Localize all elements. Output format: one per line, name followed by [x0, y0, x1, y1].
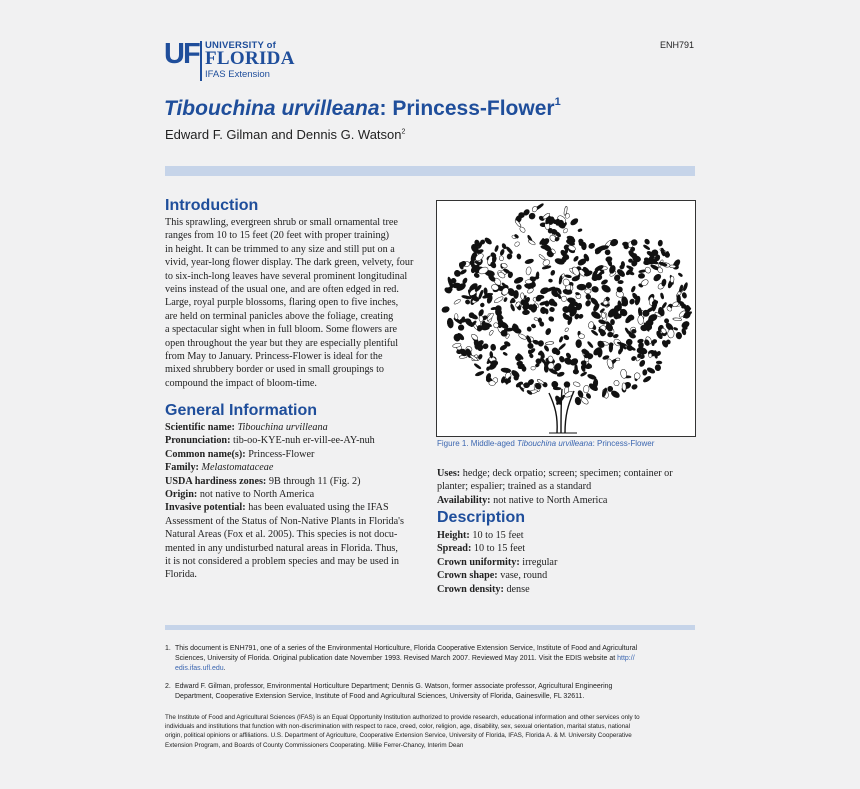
leaf-mark: [503, 352, 508, 356]
leaf-mark: [588, 242, 596, 249]
leaf-mark: [661, 279, 667, 287]
crown-density-value: dense: [506, 583, 530, 595]
leaf-mark: [458, 325, 464, 331]
intro-line: to six-inch-long leaves have several prominent longitudinal: [165, 270, 408, 282]
leaf-mark: [548, 279, 552, 283]
leaf-mark: [516, 253, 521, 259]
institution-line: individuals and institutions that function with non-discrimination with respect to race, creed, color, religion, age, disability, sex, sexual orientation, marital status, national: [165, 723, 631, 731]
leaf-mark: [505, 246, 513, 254]
document-id: ENH791: [660, 40, 695, 50]
intro-line: a spectacular sight when in full bloom. Some flowers are: [165, 324, 397, 336]
leaf-mark: [649, 353, 653, 357]
invasive-line: Florida.: [165, 569, 197, 581]
leaf-mark: [555, 350, 560, 355]
institution-line: origin, political opinions or affiliations. U.S. Department of Agriculture, Cooperative Extension Service, University of Florida, IFAS, Florida A. & M. University Cooperative: [165, 732, 632, 740]
common-name-label: Common name(s):: [165, 448, 246, 460]
leaf-mark: [548, 316, 555, 323]
invasive-potential-label: Invasive potential:: [165, 502, 246, 514]
leaf-mark: [621, 261, 625, 267]
authors: [165, 127, 405, 142]
leaf-mark: [642, 375, 651, 383]
leaf-mark: [464, 299, 470, 305]
leaf-mark: [661, 302, 667, 309]
institution-statement: [165, 713, 695, 750]
leaf-mark: [565, 274, 572, 278]
uf-ifas-logo: [164, 38, 304, 82]
leaf-mark: [564, 327, 569, 332]
leaf-mark: [574, 397, 581, 406]
leaf-mark: [454, 313, 458, 319]
family-value: Melastomataceae: [201, 462, 274, 474]
crown-density-label: Crown density:: [437, 583, 504, 595]
leaf-mark: [557, 371, 565, 377]
leaf-mark: [488, 330, 494, 336]
footnote-2: [165, 682, 705, 704]
leaf-mark: [578, 228, 583, 232]
spread-value: 10 to 15 feet: [473, 543, 526, 555]
leaf-mark: [629, 298, 636, 305]
leaf-mark: [580, 371, 587, 377]
leaf-mark: [525, 266, 531, 275]
crown-uniformity-value: irregular: [522, 556, 558, 568]
leaf-mark: [681, 320, 691, 329]
footnote-1-end: .: [223, 665, 226, 672]
leaf-mark: [569, 357, 579, 367]
leaf-mark: [531, 323, 537, 328]
author-names: Edward F. Gilman and Dennis G. Watson: [165, 127, 402, 142]
footnote-2-number: 2.: [165, 683, 171, 690]
spread-row: [437, 542, 557, 555]
footnote-2-line: Department, Cooperative Extension Service, Institute of Food and Agricultural Sciences, University of Florida, Gainesville, FL 32611.: [175, 693, 585, 700]
caption-species: Tibouchina urvilleana: [517, 439, 593, 448]
intro-line: Large, royal purple blossoms, flaring open to five inches,: [165, 297, 399, 309]
leaf-mark: [578, 333, 585, 339]
leaf-mark: [525, 258, 535, 264]
leaf-mark: [559, 336, 564, 343]
leaf-mark: [573, 369, 579, 374]
leaf-mark: [600, 283, 611, 293]
leaf-mark: [459, 269, 467, 276]
crown-uniformity-label: Crown uniformity:: [437, 556, 520, 568]
leaf-mark: [520, 293, 524, 300]
leaf-mark: [499, 255, 504, 261]
leaf-mark: [643, 244, 651, 250]
leaf-mark: [591, 285, 599, 293]
leaf-mark: [543, 345, 549, 352]
leaf-mark: [678, 272, 683, 277]
leaf-mark: [503, 379, 511, 384]
leaf-mark: [573, 255, 580, 262]
leaf-mark: [549, 307, 554, 312]
leaf-mark: [573, 381, 581, 387]
leaf-mark: [514, 375, 519, 380]
intro-line: from May to January. Princess-Flower is ideal for the: [165, 351, 383, 363]
leaf-mark: [609, 343, 613, 353]
leaf-mark: [563, 380, 571, 388]
leaf-mark: [607, 386, 613, 392]
leaf-mark: [500, 249, 505, 256]
leaf-mark: [631, 329, 636, 334]
uses-value: hedge; deck orpatio; screen; specimen; container or: [462, 468, 673, 479]
general-information-heading: General Information: [165, 402, 318, 419]
leaf-mark: [518, 333, 527, 341]
header-divider-bar: [165, 166, 695, 176]
leaf-mark: [576, 339, 582, 347]
leaf-mark: [513, 290, 518, 298]
invasive-potential-row: [165, 501, 404, 514]
leaf-mark: [501, 367, 512, 373]
leaf-mark: [638, 273, 645, 278]
invasive-line: has been evaluated using the IFAS: [248, 502, 389, 514]
leaf-mark: [479, 316, 484, 322]
edis-link-part[interactable]: http://: [617, 655, 635, 662]
intro-line: are held on terminal panicles above the foliage, creating: [165, 310, 394, 322]
leaf-mark: [606, 358, 614, 368]
leaf-mark: [595, 247, 604, 253]
leaf-mark: [682, 292, 688, 299]
page-title: [164, 97, 561, 121]
leaf-mark: [545, 301, 549, 307]
introduction-text: [165, 216, 413, 390]
leaf-mark: [644, 266, 651, 274]
caption-prefix: Figure 1. Middle-aged: [437, 439, 518, 448]
leaf-mark: [490, 344, 496, 351]
title-species: Tibouchina urvilleana: [164, 97, 380, 120]
leaf-mark: [634, 372, 641, 379]
leaf-mark: [497, 312, 501, 321]
intro-line: mixed shrubbery border or used in small groupings to: [165, 364, 384, 376]
leaf-mark: [585, 300, 592, 307]
origin-value: not native to North America: [199, 489, 315, 501]
leaf-mark: [601, 279, 609, 286]
leaf-mark: [522, 366, 526, 371]
introduction-heading: Introduction: [165, 197, 259, 214]
invasive-line: it is not considered a problem species and may be used in: [165, 556, 399, 568]
uses-text: [437, 467, 673, 507]
height-row: [437, 529, 557, 542]
intro-line: compound the impact of bloom-time.: [165, 377, 317, 389]
figure-caption: [437, 439, 654, 448]
pronunciation-row: [165, 434, 404, 447]
institution-line: Extension Program, and Boards of County Commissioners Cooperating. Millie Ferrer-Chancy, Interim Dean: [165, 741, 464, 749]
leaf-mark: [581, 361, 586, 366]
leaf-mark: [514, 241, 521, 247]
leaf-mark: [631, 384, 638, 391]
leaf-mark: [660, 293, 664, 300]
leaf-mark: [475, 370, 485, 376]
leaf-mark: [655, 364, 661, 371]
availability-label: Availability:: [437, 494, 491, 506]
leaf-mark: [570, 285, 573, 290]
leaf-mark: [670, 276, 674, 283]
footnote-2-line: Edward F. Gilman, professor, Environmental Horticulture Department; Dennis G. Watson, former associate professor, Agricultural Engineering: [175, 683, 613, 690]
footnote-2-text: [175, 682, 612, 702]
usda-zones-label: USDA hardiness zones:: [165, 475, 267, 487]
leaf-mark: [654, 350, 658, 358]
leaf-mark: [652, 273, 662, 282]
leaf-mark: [647, 324, 652, 330]
leaf-mark: [684, 305, 690, 312]
leaf-mark: [609, 238, 619, 248]
leaf-mark: [540, 237, 550, 247]
leaf-mark: [538, 254, 545, 261]
leaf-mark: [638, 315, 644, 324]
leaf-mark: [513, 276, 524, 285]
leaf-mark: [501, 243, 507, 250]
footnote-1-line: This document is ENH791, one of a series of the Environmental Horticulture, Florida Cooperative Extension Service, Institute of Food and Agricultural: [175, 645, 638, 652]
leaf-mark: [622, 242, 628, 246]
leaf-mark: [538, 340, 545, 347]
leaf-mark: [441, 306, 450, 314]
title-common-name: : Princess-Flower: [379, 97, 555, 120]
leaf-mark: [644, 238, 651, 245]
leaf-mark: [510, 304, 516, 312]
invasive-line: Assessment of the Status of Non-Native Plants in Florida's: [165, 515, 404, 527]
logo-uf-mark: UF: [164, 38, 199, 70]
leaf-mark: [575, 292, 580, 295]
leaf-mark: [682, 282, 688, 291]
footnote-1-line-text: Sciences, University of Florida. Original publication date November 1993. Revised March 2007. Reviewed May 2011. Visit the EDIS website at: [175, 655, 618, 662]
footnote-1-line: [175, 664, 637, 674]
scientific-name-row: [165, 421, 404, 434]
intro-line: vivid, year-long flower display. The dark green, velvety, four: [165, 257, 414, 269]
leaf-mark: [637, 353, 642, 358]
tree-illustration-frame: [436, 200, 696, 437]
description-heading: Description: [437, 509, 526, 526]
institution-line: The Institute of Food and Agricultural Sciences (IFAS) is an Equal Opportunity Institution authorized to provide research, educational information and other services only to: [165, 714, 640, 721]
leaf-mark: [484, 237, 493, 246]
leaf-mark: [613, 334, 619, 339]
height-label: Height:: [437, 530, 470, 541]
leaf-mark: [617, 287, 623, 293]
crown-density-row: [437, 583, 557, 596]
footnote-1-number: 1.: [165, 645, 171, 652]
intro-line: This sprawling, evergreen shrub or small ornamental tree: [165, 217, 398, 228]
leaf-mark: [493, 296, 504, 304]
tree-canopy: [441, 203, 692, 406]
intro-line: veins instead of the usual one, and are often edged in red.: [165, 284, 399, 296]
crown-shape-row: [437, 569, 557, 582]
common-name-row: [165, 448, 404, 461]
title-footnote-ref: 1: [554, 96, 561, 108]
pronunciation-label: Pronunciation:: [165, 435, 231, 447]
logo-florida-text: FLORIDA: [205, 48, 295, 69]
usda-zones-value: 9B through 11 (Fig. 2): [268, 475, 361, 487]
leaf-mark: [673, 327, 678, 331]
pronunciation-value: tib-oo-KYE-nuh er-vill-ee-AY-nuh: [233, 435, 375, 447]
availability-row: [437, 494, 673, 507]
leaf-mark: [676, 332, 683, 340]
leaf-mark: [631, 355, 637, 361]
caption-suffix: : Princess-Flower: [592, 439, 655, 448]
leaf-mark: [489, 381, 496, 386]
leaf-mark: [642, 369, 647, 375]
leaf-mark: [545, 341, 554, 345]
footnote-1: [165, 644, 705, 672]
leaf-mark: [563, 334, 570, 341]
leaf-mark: [620, 343, 623, 352]
leaf-mark: [453, 299, 461, 305]
intro-line: open throughout the year but they are especially plentiful: [165, 337, 399, 349]
leaf-mark: [480, 324, 489, 330]
logo-university-text: UNIVERSITY of: [205, 40, 277, 51]
leaf-mark: [447, 318, 454, 329]
leaf-mark: [658, 240, 663, 247]
leaf-mark: [618, 280, 624, 284]
leaf-mark: [516, 284, 522, 290]
footnote-1-line: [175, 654, 637, 664]
leaf-mark: [474, 363, 482, 370]
crown-uniformity-row: [437, 556, 557, 569]
crown-shape-value: vase, round: [500, 570, 548, 582]
leaf-mark: [558, 343, 566, 351]
invasive-line: Natural Areas (Fox et al. 2005). This species is not docu-: [165, 529, 398, 541]
footnote-divider-bar: [165, 625, 695, 630]
leaf-mark: [519, 226, 526, 233]
leaf-mark: [545, 328, 552, 336]
spread-label: Spread:: [437, 543, 472, 555]
edis-link[interactable]: edis.ifas.ufl.edu: [175, 665, 224, 672]
leaf-mark: [607, 332, 613, 337]
leaf-mark: [622, 383, 627, 391]
leaf-mark: [484, 288, 488, 295]
leaf-mark: [673, 318, 682, 321]
author-footnote-ref: 2: [401, 128, 406, 136]
scientific-name-label: Scientific name:: [165, 422, 235, 433]
leaf-mark: [656, 361, 662, 364]
leaf-mark: [478, 346, 484, 349]
intro-line: in height. It can be trimmed to any size and still put on a: [165, 243, 395, 255]
leaf-mark: [631, 286, 637, 293]
leaf-mark: [646, 367, 655, 375]
leaf-mark: [613, 380, 620, 387]
leaf-mark: [526, 326, 532, 332]
leaf-mark: [550, 270, 556, 276]
leaf-mark: [480, 302, 485, 307]
uses-label: Uses:: [437, 468, 461, 479]
description-text: [437, 529, 557, 596]
uses-row: [437, 467, 673, 480]
leaf-mark: [506, 253, 512, 260]
leaf-mark: [567, 297, 576, 304]
crown-shape-label: Crown shape:: [437, 570, 498, 582]
leaf-mark: [569, 217, 579, 226]
origin-label: Origin:: [165, 489, 198, 501]
leaf-mark: [585, 393, 591, 400]
leaf-mark: [559, 275, 563, 284]
leaf-mark: [638, 359, 645, 367]
leaf-mark: [534, 317, 539, 321]
height-value: 10 to 15 feet: [472, 530, 524, 541]
origin-row: [165, 488, 404, 501]
leaf-mark: [616, 358, 620, 361]
logo-ifas-text: IFAS Extension: [205, 69, 270, 80]
family-label: Family:: [165, 462, 199, 474]
leaf-mark: [668, 329, 675, 338]
usda-zones-row: [165, 475, 404, 488]
leaf-mark: [583, 385, 590, 393]
scientific-name-value: Tibouchina urvilleana: [237, 422, 328, 433]
tree-illustration: [437, 201, 695, 436]
leaf-mark: [531, 366, 535, 370]
common-name-value: Princess-Flower: [248, 448, 315, 460]
general-information-text: [165, 421, 404, 582]
invasive-line: mented in any undisturbed natural areas in Florida. Thus,: [165, 542, 398, 554]
leaf-mark: [577, 284, 587, 290]
uses-value-continued: planter; espalier; trained as a standard: [437, 481, 592, 493]
leaf-mark: [679, 285, 684, 293]
leaf-mark: [593, 379, 598, 388]
leaf-mark: [522, 310, 530, 315]
leaf-mark: [591, 329, 599, 336]
leaf-mark: [620, 369, 628, 379]
availability-value: not native to North America: [493, 494, 608, 506]
leaf-mark: [651, 249, 658, 256]
leaf-mark: [561, 296, 567, 302]
footnote-1-text: [175, 644, 637, 674]
family-row: [165, 461, 404, 474]
leaf-mark: [503, 297, 507, 302]
leaf-mark: [528, 350, 531, 354]
leaf-mark: [494, 245, 499, 252]
leaf-mark: [587, 341, 594, 348]
logo-divider: [200, 41, 202, 81]
intro-line: ranges from 10 to 15 feet (20 feet with proper training): [165, 230, 390, 242]
